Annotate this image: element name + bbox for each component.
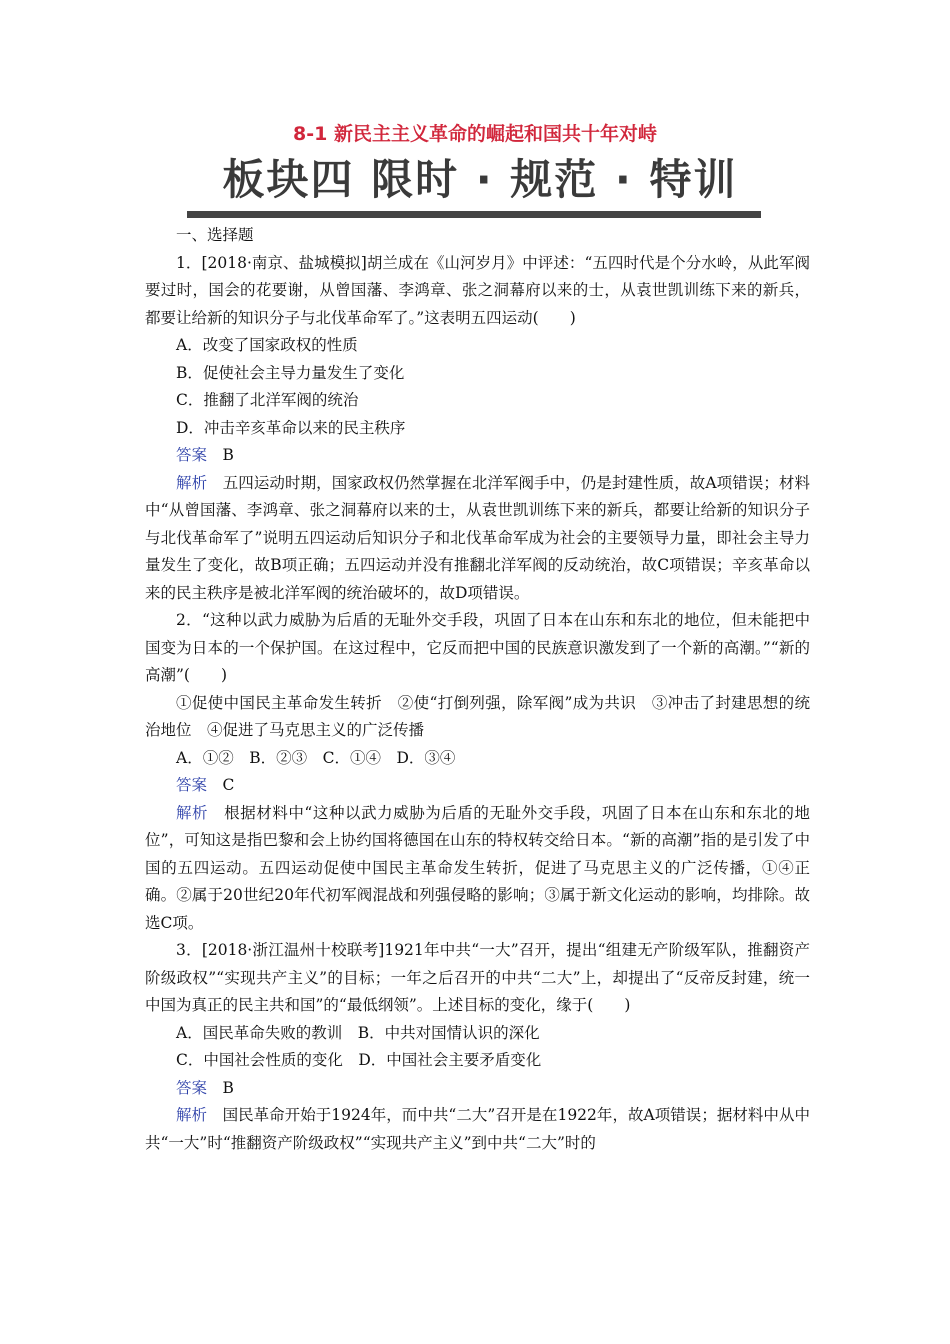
- question-3-answer: [145, 1075, 810, 1103]
- question-content: [145, 222, 810, 1157]
- answer-value: B: [222, 1078, 234, 1097]
- answer-label: 答案: [176, 776, 208, 794]
- question-1-analysis: [145, 470, 810, 608]
- question-1-option-b: B．促使社会主导力量发生了变化: [176, 363, 405, 382]
- question-2-answer: [145, 772, 810, 800]
- section-heading: 一、选择题: [176, 226, 254, 244]
- question-2-options: A．①② B．②③ C．①④ D．③④: [176, 748, 456, 767]
- question-3-analysis: [145, 1102, 810, 1157]
- question-2-analysis: [145, 800, 810, 938]
- answer-label: 答案: [176, 1078, 208, 1097]
- answer-value: B: [222, 446, 234, 464]
- question-2-statements: ①促使中国民主革命发生转折 ②使“打倒列强，除军阀”成为共识 ③冲击了封建思想的统治地位 ④促进了马克思主义的广泛传播: [145, 693, 810, 739]
- section-banner: 板块四 限时 · 规范 · 特训: [222, 155, 738, 204]
- analysis-label: 解析: [176, 473, 208, 492]
- question-1-option-c: C．推翻了北洋军阀的统治: [176, 391, 359, 409]
- question-3-stem: 3．[2018·浙江温州十校联考]1921年中共“一大”召开，提出“组建无产阶级军队，推翻资产阶级政权”“实现共产主义”的目标；一年之后召开的中共“二大”上，却提出了“反帝反封建，统一中国为真正的民主共和国”的“最低纲领”。上述目标的变化，缘于( ): [145, 941, 810, 1014]
- answer-value: C: [222, 776, 235, 794]
- question-3-options-ab: A．国民革命失败的教训 B．中共对国情认识的深化: [176, 1023, 540, 1042]
- question-1-stem: 1．[2018·南京、盐城模拟]胡兰成在《山河岁月》中评述：“五四时代是个分水岭，从此军阀要过时，国会的花要谢，从曾国藩、李鸿章、张之洞幕府以来的士，从袁世凯训练下来的新兵，都要让给新的知识分子与北伐革命军了。”这表明五四运动( ): [145, 253, 810, 327]
- page-title: 8-1 新民主主义革命的崛起和国共十年对峙: [293, 123, 657, 145]
- answer-label: 答案: [176, 446, 208, 464]
- question-1-option-d: D．冲击辛亥革命以来的民主秩序: [176, 418, 406, 437]
- analysis-text: 五四运动时期，国家政权仍然掌握在北洋军阀手中，仍是封建性质，故A项错误；材料中“从曾国藩、李鸿章、张之洞幕府以来的士，从袁世凯训练下来的新兵，都要让给新的知识分子与北伐革命军了”说明五四运动后知识分子和北伐革命军成为社会的主要领导力量，即社会主导力量发生了变化，故B项正确；五四运动并没有推翻北洋军阀的反动统治，故C项错误；辛亥革命以来的民主秩序是被北洋军阀的统治破坏的，故D项错误。: [145, 473, 810, 602]
- question-2-stem: 2．“这种以武力威胁为后盾的无耻外交手段，巩固了日本在山东和东北的地位，但未能把中国变为日本的一个保护国。在这过程中，它反而把中国的民族意识激发到了一个新的高潮。”“新的高潮”( ): [145, 611, 810, 684]
- analysis-label: 解析: [176, 1106, 208, 1124]
- analysis-text: 根据材料中“这种以武力威胁为后盾的无耻外交手段，巩固了日本在山东和东北的地位”，可知这是指巴黎和会上协约国将德国在山东的特权转交给日本。“新的高潮”指的是引发了中国的五四运动。五四运动促使中国民主革命发生转折，促进了马克思主义的广泛传播，①④正确。②属于20世纪20年代初军阀混战和列强侵略的影响；③属于新文化运动的影响，均排除。故选C项。: [145, 803, 810, 932]
- analysis-label: 解析: [176, 803, 209, 822]
- analysis-text: 国民革命开始于1924年，而中共“二大”召开是在1922年，故A项错误；据材料中从中共“一大”时“推翻资产阶级政权”“实现共产主义”到中共“二大”时的: [145, 1106, 810, 1152]
- banner-underline: [187, 211, 761, 218]
- question-1-option-a: A．改变了国家政权的性质: [176, 336, 358, 354]
- question-3-options-cd: C．中国社会性质的变化 D．中国社会主要矛盾变化: [176, 1051, 542, 1069]
- question-1-answer: [145, 442, 810, 470]
